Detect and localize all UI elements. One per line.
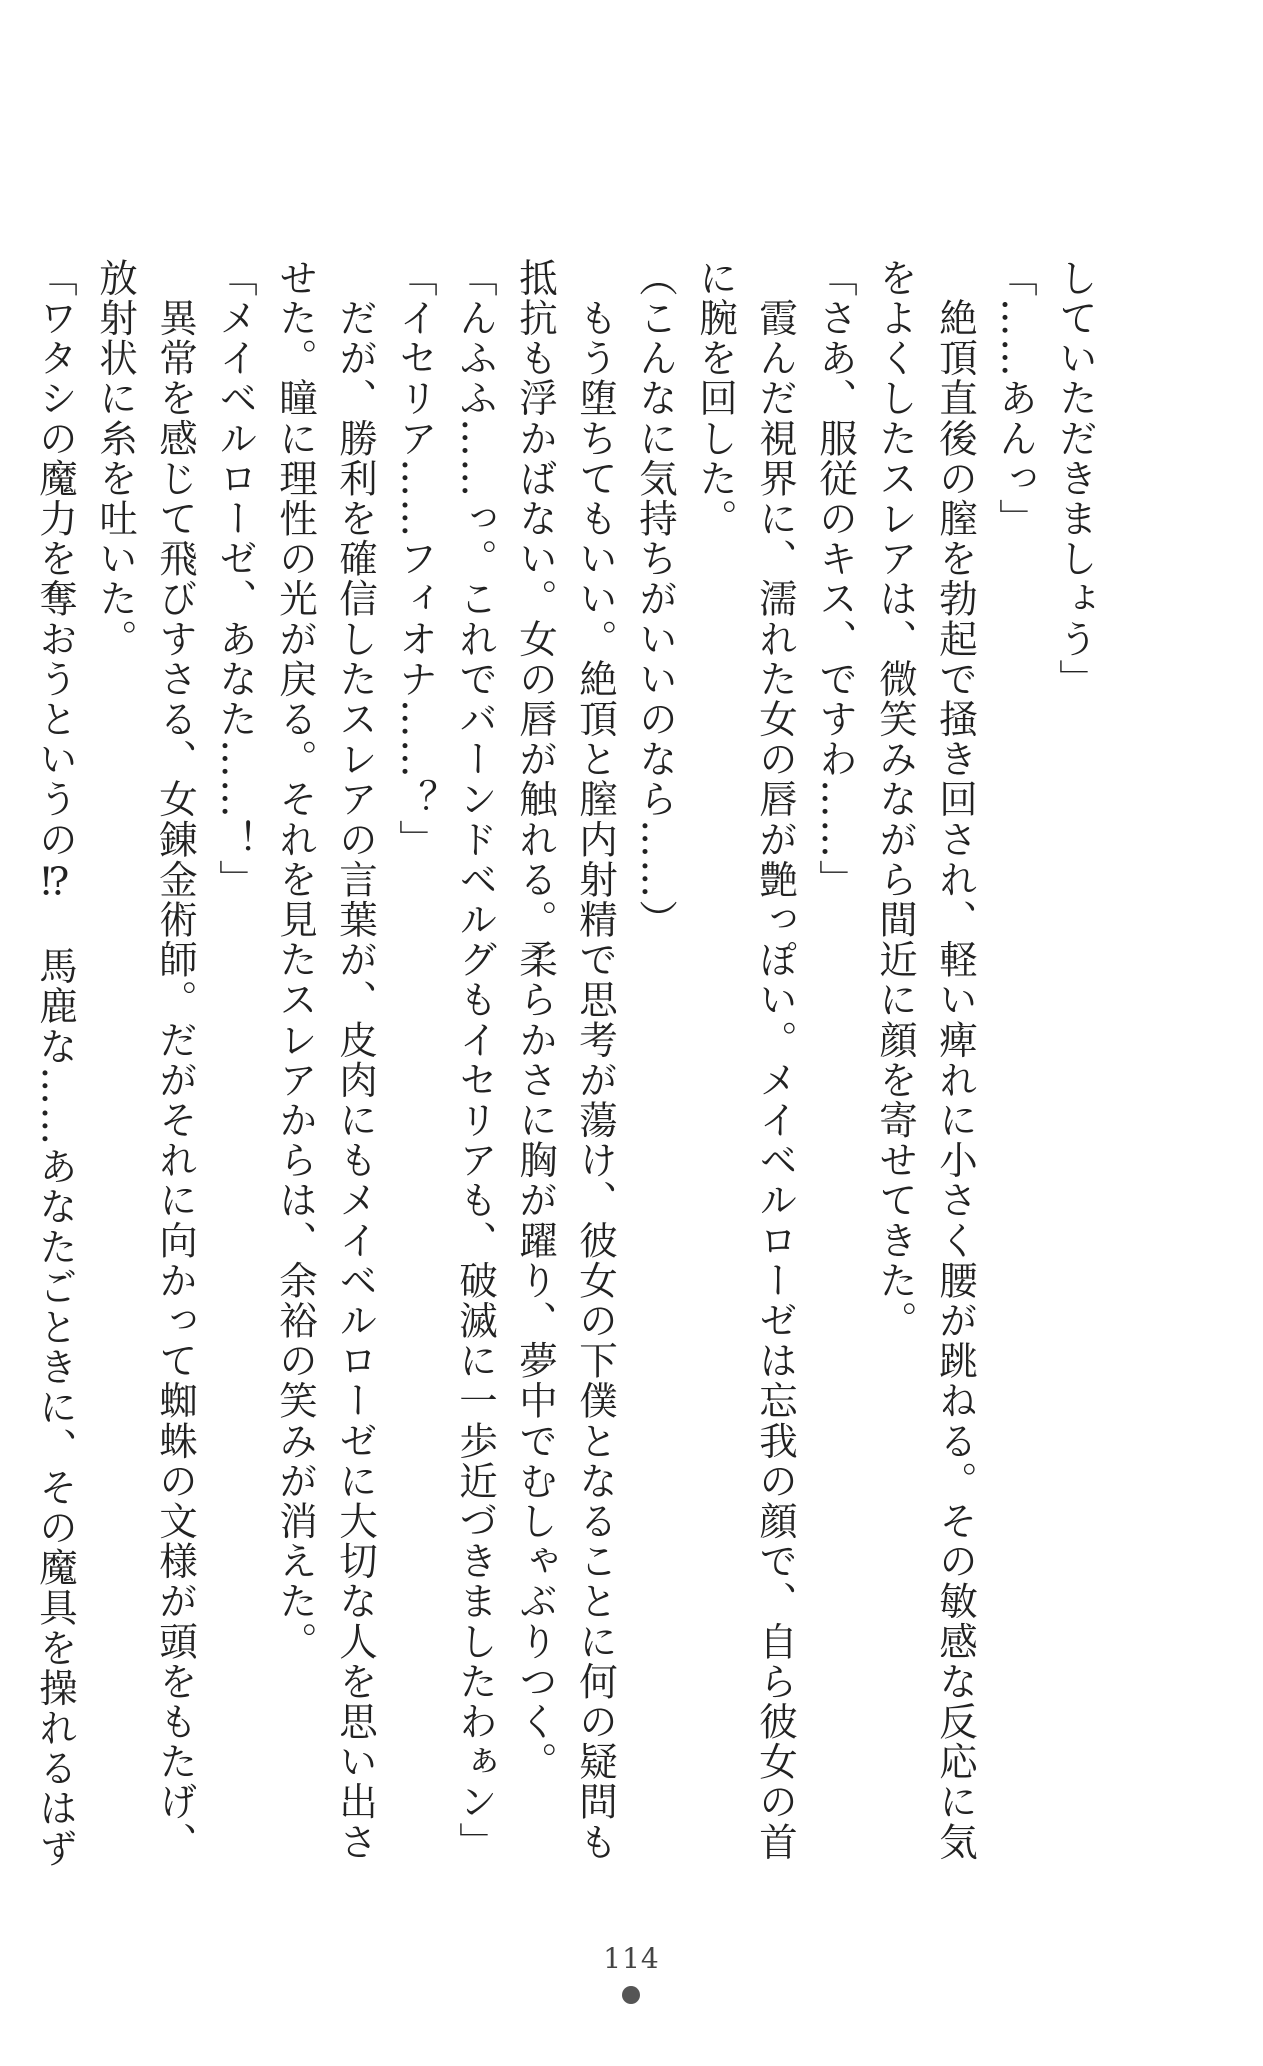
text-line: 異常を感じて飛びすさる、女錬金術師。だがそれに向かって蜘蛛の文様が頭をもたげ、: [153, 258, 198, 1862]
text-line: 霞んだ視界に、濡れた女の唇が艶っぽい。メイベルローゼは忘我の顔で、自ら彼女の首: [753, 258, 798, 1862]
text-line: 絶頂直後の膣を勃起で掻き回され、軽い痺れに小さく腰が跳ねる。その敏感な反応に気: [933, 258, 978, 1862]
body-text: [33, 258, 1105, 1869]
text-line: せた。瞳に理性の光が戻る。それを見たスレアからは、余裕の笑みが消えた。: [273, 258, 318, 1662]
text-line: （こんなに気持ちがいいのなら……）: [633, 258, 678, 940]
text-line: もう堕ちてもいい。絶頂と膣内射精で思考が蕩け、彼女の下僕となることに何の疑問も: [573, 258, 618, 1862]
text-line: 「さあ、服従のキス、ですわ……」: [813, 258, 858, 900]
text-line: していただきましょう」: [1053, 258, 1098, 700]
text-line: 「ワタシの魔力を奪おうというの⁉ 馬鹿な……あなたごときに、その魔具を操れるはず: [33, 258, 78, 1869]
text-line: 「んふふ……っ。これでバーンドベルグもイセリアも、破滅に一歩近づきましたわぁン」: [453, 258, 498, 1862]
text-line: 抵抗も浮かばない。女の唇が触れる。柔らかさに胸が躍り、夢中でむしゃぶりつく。: [513, 258, 558, 1782]
text-line: 放射状に糸を吐いた。: [93, 258, 138, 659]
text-line: だが、勝利を確信したスレアの言葉が、皮肉にもメイベルローゼに大切な人を思い出さ: [333, 258, 378, 1862]
text-line: をよくしたスレアは、微笑みながら間近に顔を寄せてきた。: [873, 258, 918, 1341]
text-line: 「イセリア……フィオナ……？」: [393, 258, 438, 860]
text-line: に腕を回した。: [693, 258, 738, 539]
page-marker-dot: [622, 1986, 640, 2004]
text-line: 「……あんっ」: [993, 258, 1038, 539]
text-line: 「メイベルローゼ、あなた……！」: [213, 258, 258, 900]
page-number: 114: [603, 1942, 660, 1975]
